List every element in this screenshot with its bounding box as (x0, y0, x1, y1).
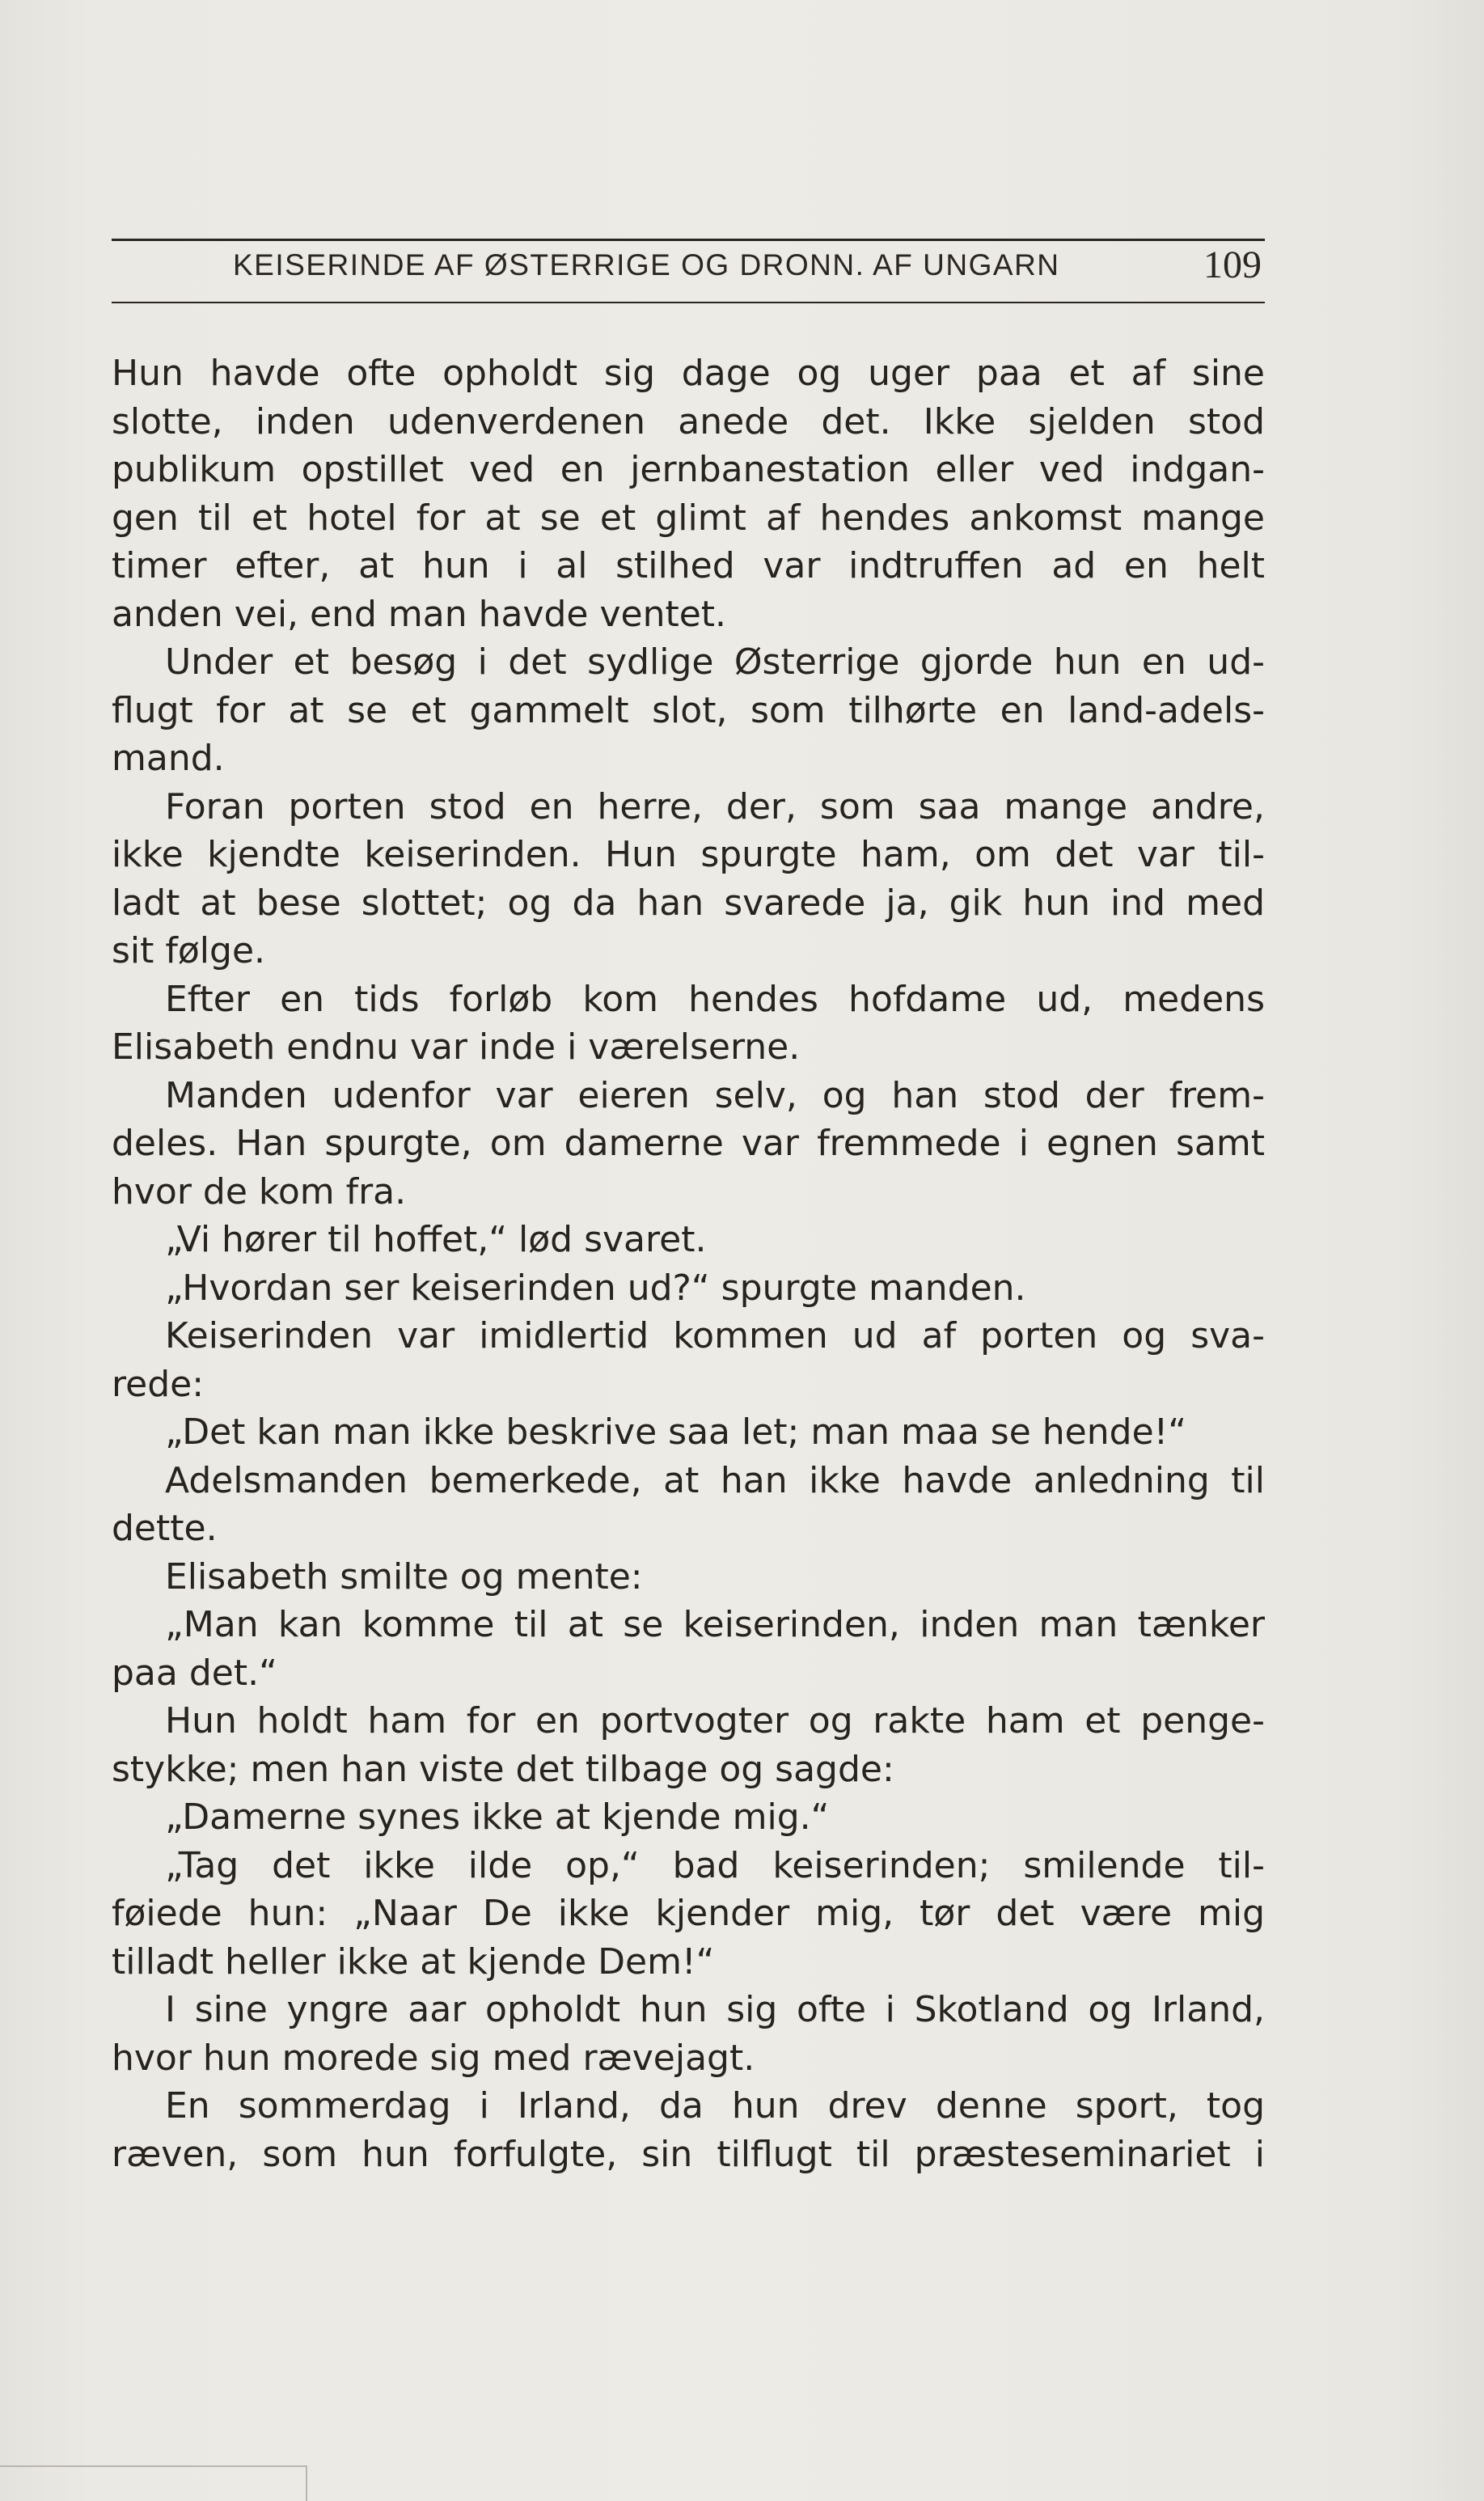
text-line: dette. (112, 1508, 218, 1549)
text-line: føiede hun: „Naar De ikke kjender mig, tør det være mig (112, 1893, 1265, 1934)
text-line: „Man kan komme til at se keiserinden, inden man tænker (165, 1604, 1265, 1645)
text-line: „Hvordan ser keiserinden ud?“ spurgte manden. (165, 1267, 1026, 1309)
text-line: Adelsmanden bemerkede, at han ikke havde anledning til (165, 1459, 1265, 1501)
text-line: gen til et hotel for at se et glimt af hendes ankomst mange (112, 497, 1265, 539)
text-line: Keiserinden var imidlertid kommen ud af porten og sva- (165, 1315, 1265, 1356)
text-line: deles. Han spurgte, om damerne var fremmede i egnen samt (112, 1123, 1265, 1164)
text-line: slotte, inden udenverdenen anede det. Ikke sjelden stod (112, 400, 1265, 442)
text-line: ræven, som hun forfulgte, sin tilflugt til præsteseminariet i (112, 2133, 1265, 2175)
text-line: „Damerne synes ikke at kjende mig.“ (165, 1796, 830, 1838)
text-line: hvor hun morede sig med rævejagt. (112, 2037, 755, 2079)
text-line: „Det kan man ikke beskrive saa let; man maa se hende!“ (165, 1411, 1187, 1453)
text-line: ladt at bese slottet; og da han svarede ja, gik hun ind med (112, 882, 1265, 924)
text-line: „Tag det ikke ilde op,“ bad keiserinden; smilende til- (165, 1844, 1265, 1886)
text-line: Under et besøg i det sydlige Østerrige gjorde hun en ud- (165, 641, 1265, 683)
running-header (112, 243, 1265, 299)
text-line: sit følge. (112, 930, 266, 971)
text-line: „Vi hører til hoffet,“ lød svaret. (165, 1219, 707, 1260)
text-line: timer efter, at hun i al stilhed var indtruffen ad en helt (112, 545, 1265, 586)
text-line: hvor de kom fra. (112, 1170, 407, 1212)
page-number: 109 (1203, 243, 1262, 286)
text-line: Elisabeth smilte og mente: (165, 1555, 643, 1598)
text-line: Hun holdt ham for en portvogter og rakte ham et penge- (165, 1700, 1265, 1741)
text-line: Elisabeth endnu var inde i værelserne. (112, 1026, 801, 1068)
running-header-title: KEISERINDE AF ØSTERRIGE OG DRONN. AF UNGARN (233, 248, 1060, 281)
text-line: ikke kjendte keiserinden. Hun spurgte ham, om det var til- (112, 834, 1265, 875)
header-rule-top (112, 239, 1265, 241)
text-line: Efter en tids forløb kom hendes hofdame ud, medens (165, 978, 1265, 1020)
text-line: stykke; men han viste det tilbage og sagde: (112, 1748, 894, 1790)
text-line: tilladt heller ikke at kjende Dem!“ (112, 1940, 715, 1983)
text-line: En sommerdag i Irland, da hun drev denne sport, tog (165, 2085, 1265, 2126)
text-line: paa det.“ (112, 1652, 277, 1694)
text-line: Manden udenfor var eieren selv, og han stod der frem- (165, 1074, 1265, 1116)
text-line: flugt for at se et gammelt slot, som tilhørte en land-adels- (112, 689, 1265, 731)
text-line: Hun havde ofte opholdt sig dage og uger paa et af sine (112, 353, 1265, 394)
text-line: anden vei, end man havde ventet. (112, 593, 727, 635)
text-line: rede: (112, 1363, 205, 1405)
scan-edge-tick (306, 2465, 307, 2501)
text-line: publikum opstillet ved en jernbanestation eller ved indgan- (112, 449, 1265, 490)
scan-edge-line (0, 2465, 307, 2467)
header-rule-bottom (112, 302, 1265, 303)
text-line: Foran porten stod en herre, der, som saa mange andre, (165, 785, 1265, 827)
text-line: I sine yngre aar opholdt hun sig ofte i Skotland og Irland, (165, 1989, 1265, 2030)
body-text (112, 349, 1265, 2178)
text-line: mand. (112, 738, 225, 779)
